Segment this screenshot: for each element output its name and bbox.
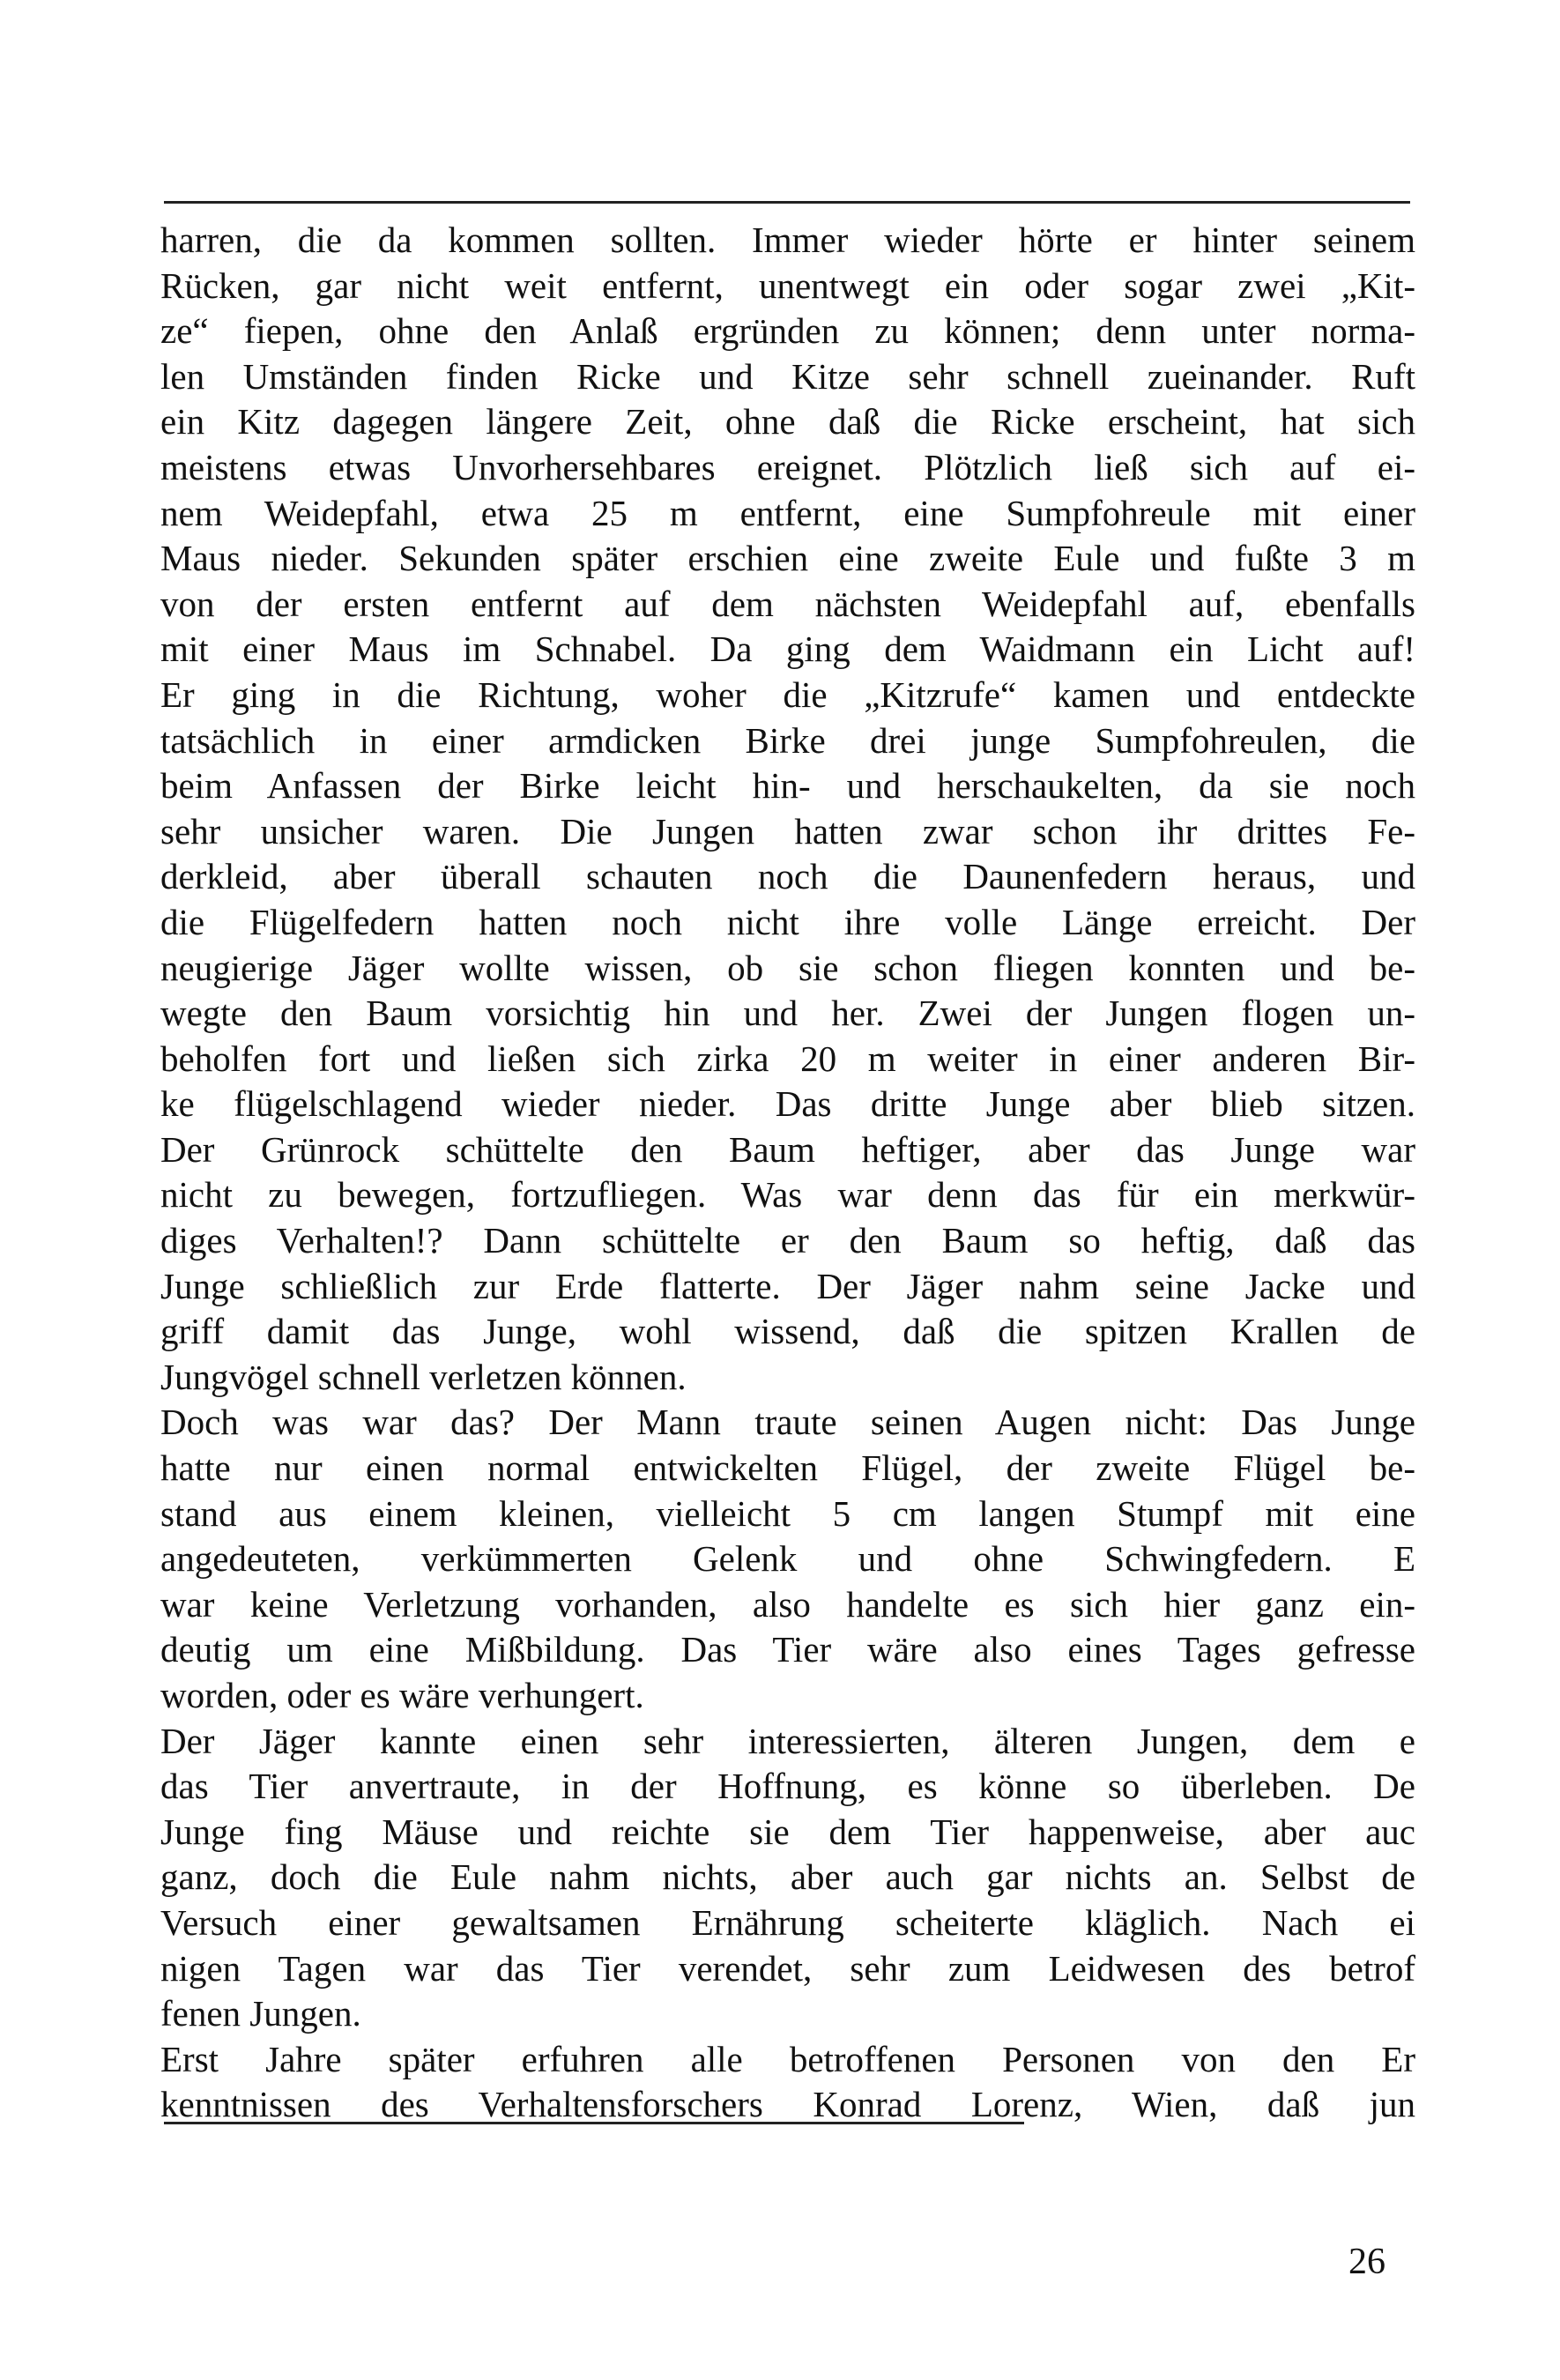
text-line: Junge fing Mäuse und reichte sie dem Tier happenweise, aber auc <box>160 1811 1415 1852</box>
text-line: harren, die da kommen sollten. Immer wieder hörte er hinter seinem <box>160 219 1415 260</box>
bottom-rule <box>164 2122 1024 2124</box>
text-line: Junge schließlich zur Erde flatterte. Der Jäger nahm seine Jacke und <box>160 1265 1415 1306</box>
text-line: ein Kitz dagegen längere Zeit, ohne daß die Ricke erscheint, hat sich <box>160 401 1415 443</box>
text-line: deutig um eine Mißbildung. Das Tier wäre also eines Tages gefresse <box>160 1629 1415 1670</box>
text-line: ze“ fiepen, ohne den Anlaß ergründen zu können; denn unter norma- <box>160 310 1415 352</box>
text-line: Der Grünrock schüttelte den Baum heftiger, aber das Junge war <box>160 1128 1415 1170</box>
text-line: wegte den Baum vorsichtig hin und her. Zwei der Jungen flogen un- <box>160 993 1415 1034</box>
text-line: griff damit das Junge, wohl wissend, daß die spitzen Krallen de <box>160 1311 1415 1352</box>
text-line: kenntnissen des Verhaltensforschers Konrad Lorenz, Wien, daß jun <box>160 2084 1415 2125</box>
text-line: Er ging in die Richtung, woher die „Kitzrufe“ kamen und entdeckte <box>160 673 1415 715</box>
text-line: angedeuteten, verkümmerten Gelenk und ohne Schwingfedern. E <box>160 1538 1415 1580</box>
text-line: stand aus einem kleinen, vielleicht 5 cm langen Stumpf mit eine <box>160 1492 1415 1534</box>
text-line: Rücken, gar nicht weit entfernt, unentwegt ein oder sogar zwei „Kit- <box>160 264 1415 306</box>
text-line: tatsächlich in einer armdicken Birke drei junge Sumpfohreulen, die <box>160 719 1415 761</box>
text-line: fenen Jungen. <box>160 1993 361 2034</box>
text-line: sehr unsicher waren. Die Jungen hatten zwar schon ihr drittes Fe- <box>160 810 1415 852</box>
text-line: nigen Tagen war das Tier verendet, sehr zum Leidwesen des betrof <box>160 1947 1415 1989</box>
body-text <box>160 218 1415 2128</box>
text-line: ke flügelschlagend wieder nieder. Das dritte Junge aber blieb sitzen. <box>160 1083 1415 1125</box>
text-line: len Umständen finden Ricke und Kitze sehr schnell zueinander. Ruft <box>160 355 1415 397</box>
top-rule <box>164 201 1410 204</box>
text-line: Erst Jahre später erfuhren alle betroffenen Personen von den Er <box>160 2038 1415 2079</box>
text-line: die Flügelfedern hatten noch nicht ihre volle Länge erreicht. Der <box>160 901 1415 942</box>
text-line: das Tier anvertraute, in der Hoffnung, es könne so überleben. De <box>160 1766 1415 1807</box>
text-line: nem Weidepfahl, etwa 25 m entfernt, eine Sumpfohreule mit einer <box>160 492 1415 533</box>
text-line: ganz, doch die Eule nahm nichts, aber auch gar nichts an. Selbst de <box>160 1856 1415 1898</box>
text-line: war keine Verletzung vorhanden, also handelte es sich hier ganz ein- <box>160 1583 1415 1625</box>
text-line: Jungvögel schnell verletzen können. <box>160 1356 687 1397</box>
text-line: Versuch einer gewaltsamen Ernährung scheiterte kläglich. Nach ei <box>160 1901 1415 1943</box>
text-line: derkleid, aber überall schauten noch die Daunenfedern heraus, und <box>160 856 1415 897</box>
text-line: beholfen fort und ließen sich zirka 20 m weiter in einer anderen Bir- <box>160 1038 1415 1079</box>
text-line: hatte nur einen normal entwickelten Flügel, der zweite Flügel be- <box>160 1447 1415 1489</box>
text-line: Doch was war das? Der Mann traute seinen Augen nicht: Das Junge <box>160 1402 1415 1443</box>
text-line: mit einer Maus im Schnabel. Da ging dem Waidmann ein Licht auf! <box>160 628 1415 670</box>
text-line: nicht zu bewegen, fortzufliegen. Was war denn das für ein merkwür- <box>160 1174 1415 1216</box>
text-line: meistens etwas Unvorhersehbares ereignet. Plötzlich ließ sich auf ei- <box>160 446 1415 487</box>
text-line: Der Jäger kannte einen sehr interessierten, älteren Jungen, dem e <box>160 1720 1415 1761</box>
text-line: Maus nieder. Sekunden später erschien eine zweite Eule und fußte 3 m <box>160 538 1415 579</box>
text-line: diges Verhalten!? Dann schüttelte er den Baum so heftig, daß das <box>160 1220 1415 1261</box>
text-line: von der ersten entfernt auf dem nächsten Weidepfahl auf, ebenfalls <box>160 583 1415 624</box>
page-number: 26 <box>1348 2242 1385 2282</box>
text-line: beim Anfassen der Birke leicht hin- und herschaukelten, da sie noch <box>160 765 1415 807</box>
text-line: neugierige Jäger wollte wissen, ob sie schon fliegen konnten und be- <box>160 947 1415 988</box>
text-line: worden, oder es wäre verhungert. <box>160 1675 644 1715</box>
